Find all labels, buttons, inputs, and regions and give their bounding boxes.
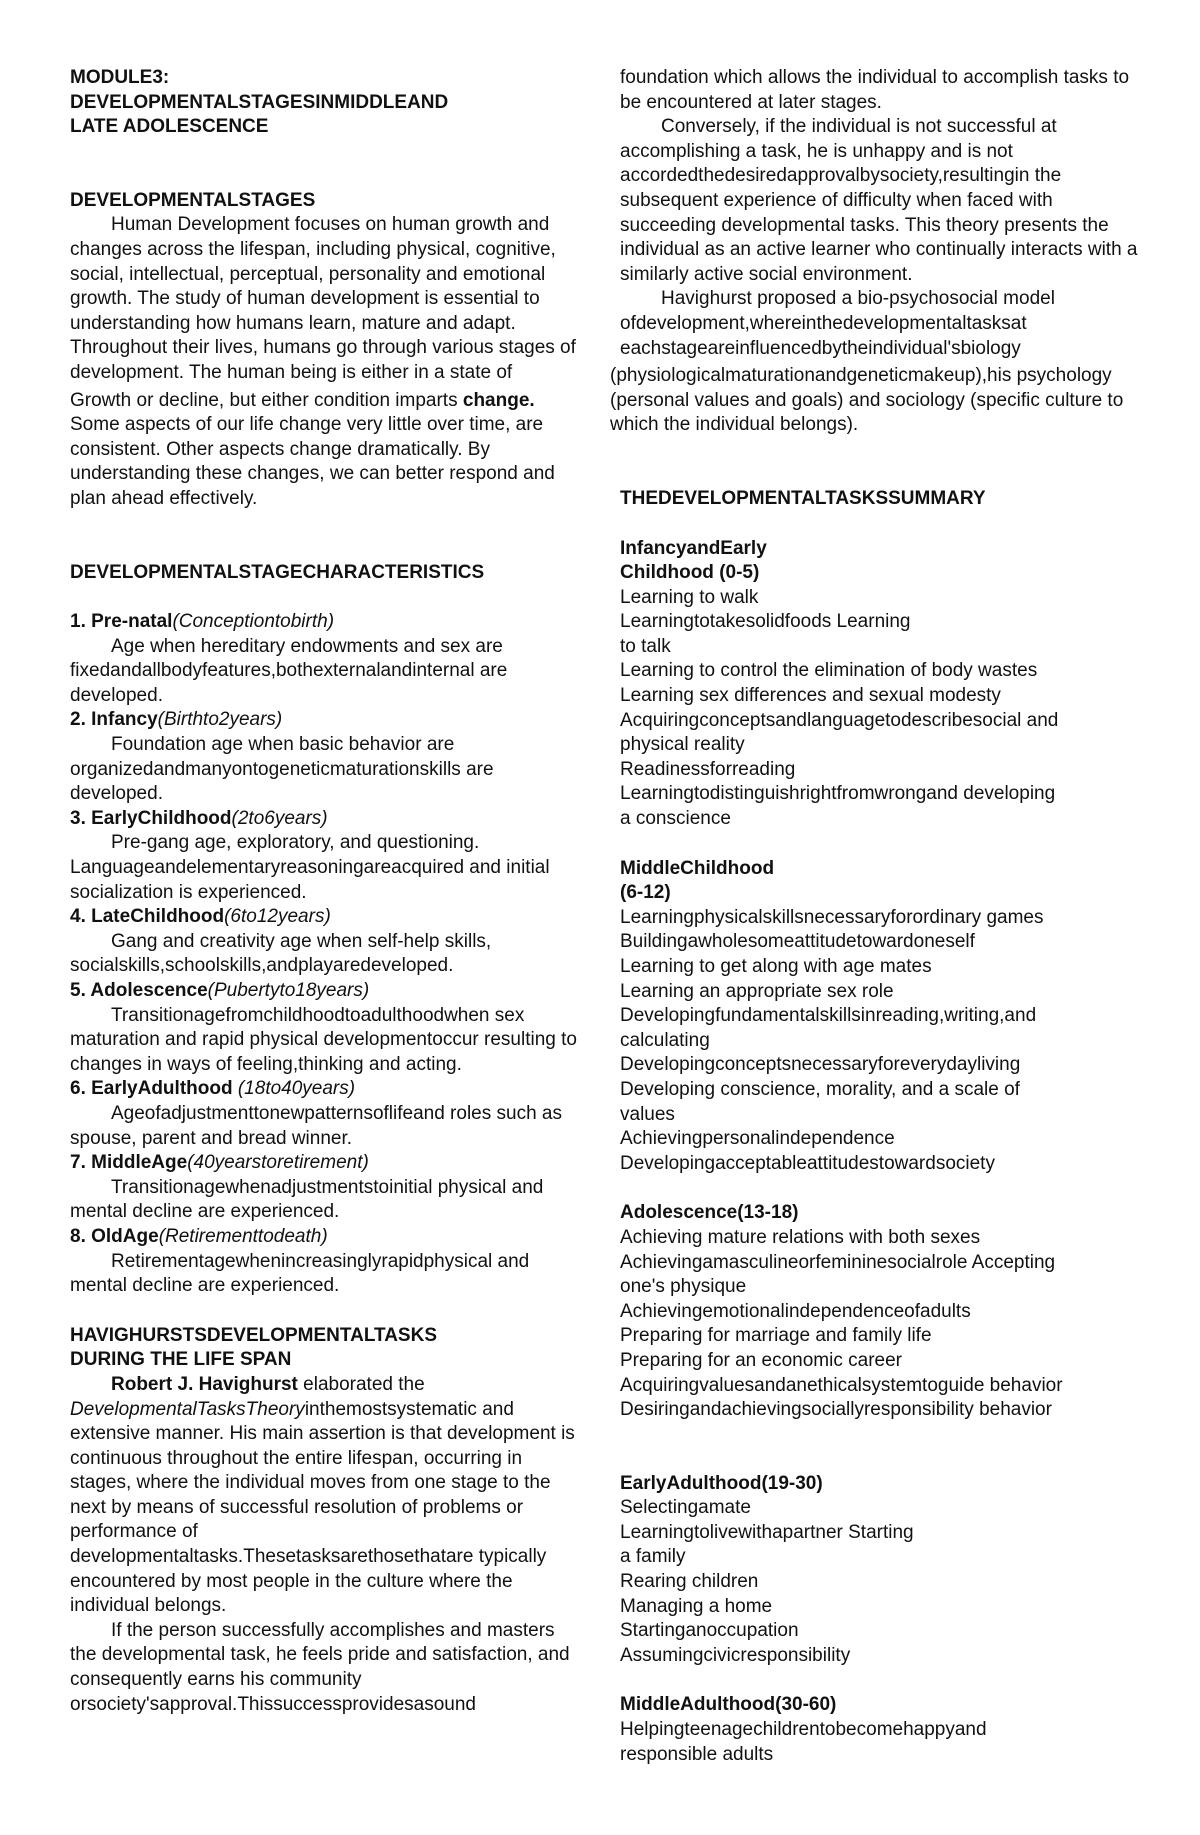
stage-title: 6. EarlyAdulthood (70, 1078, 233, 1100)
stage-range: (40yearstoretirement) (187, 1152, 369, 1174)
dev-stages-paragraph-2 (70, 389, 580, 512)
task-item: Readinessforreading (620, 758, 796, 780)
havighurst-paragraph-5: (physiologicalmaturationandgeneticmakeup),his psychology (personal values and goals) and sociology (specific culture to which the individual belongs). (610, 365, 1124, 436)
summary-section-middle-adulthood (620, 1693, 1150, 1767)
stage-range: (Birthto2years) (157, 709, 283, 731)
task-item: to talk (620, 635, 671, 657)
task-list (620, 1718, 1150, 1767)
task-item: one's physique (620, 1276, 747, 1298)
summary-heading: THEDEVELOPMENTALTASKSSUMMARY (620, 487, 986, 509)
task-item: Acquiringvaluesandanethicalsystemtoguide behavior (620, 1374, 1063, 1396)
summary-section-infancy (620, 537, 1150, 832)
stage-item (70, 1077, 580, 1151)
task-item: Learning to control the elimination of body wastes (620, 660, 1038, 682)
task-item: Helpingteenagechildrentobecomehappyand (620, 1719, 987, 1741)
task-item: Developingfundamentalskillsinreading,writing,and (620, 1005, 1037, 1027)
stage-title: 4. LateChildhood (70, 906, 225, 928)
task-item: Learning sex differences and sexual modesty (620, 685, 1001, 707)
stage-item (70, 807, 580, 905)
task-item: Learning to walk (620, 586, 759, 608)
havighurst-name: Robert J. Havighurst (111, 1373, 298, 1395)
stage-title: 7. MiddleAge (70, 1152, 188, 1174)
task-item: values (620, 1103, 675, 1125)
task-item: Achievingemotionalindependenceofadults (620, 1300, 971, 1322)
task-item: a conscience (620, 808, 731, 830)
right-column (610, 66, 1150, 1767)
task-item: Selectingamate (620, 1497, 751, 1519)
p1-rest: inthemostsystematic and extensive manner. His main assertion is that development is continuous throughout the entire lifespan, occurring in stages, where the individual moves from one stage to the next by means of successful resolution of problems or performance of developmentaltasks.Thesetasksarethosethatare typically encountered by most people in the culture where the individual belongs. (70, 1398, 575, 1617)
task-item: Startinganoccupation (620, 1620, 799, 1642)
stage-description: Retirementagewhenincreasinglyrapidphysical and mental decline are experienced. (70, 1250, 530, 1297)
task-item: Learning to get along with age mates (620, 956, 932, 977)
task-list (620, 1496, 1150, 1668)
change-bold: change. (462, 389, 535, 411)
stage-description: Foundation age when basic behavior are organizedandmanyontogeneticmaturationskills are developed. (70, 734, 494, 805)
havighurst-paragraph-2: If the person successfully accomplishes and masters the developmental task, he feels pride and satisfaction, and consequently earns his community orsociety'sapproval.Thissuccessprovidesasound (70, 1619, 570, 1715)
task-item: Rearing children (620, 1571, 759, 1593)
stage-range: (2to6years) (231, 807, 328, 829)
stage-title: 5. Adolescence (70, 980, 208, 1001)
module-title-line-3: LATE ADOLESCENCE (70, 116, 269, 138)
task-item: Achievingpersonalindependence (620, 1128, 895, 1150)
section-title: Childhood (0-5) (620, 562, 760, 584)
summary-section-middle-childhood (620, 857, 1150, 1177)
task-item: Desiringandachievingsociallyresponsibility behavior (620, 1399, 1052, 1421)
stage-range: (Conceptiontobirth) (172, 611, 335, 633)
task-item: Preparing for marriage and family life (620, 1325, 932, 1347)
stage-item (70, 905, 580, 979)
task-item: responsible adults (620, 1743, 774, 1765)
task-item: Buildingawholesomeattitudetowardoneself (620, 931, 975, 953)
task-item: calculating (620, 1029, 710, 1051)
para2-start: Growth or decline, but either condition imparts (70, 389, 458, 411)
stage-range: (Retirementtodeath) (158, 1225, 328, 1247)
stage-description: Ageofadjustmenttonewpatternsoflifeand roles such as spouse, parent and bread winner. (70, 1102, 562, 1149)
task-item: a family (620, 1546, 686, 1568)
stage-description: Transitionagefromchildhoodtoadulthoodwhen sex maturation and rapid physical developmentoccur resulting to changes in ways of feeling,thinking and acting. (70, 1004, 577, 1075)
stage-item (70, 1151, 580, 1225)
stage-title: 2. Infancy (70, 709, 158, 731)
task-item: Learning an appropriate sex role (620, 980, 894, 1002)
dev-stages-paragraph-1: Human Development focuses on human growth and changes across the lifespan, including physical, cognitive, social, intellectual, perceptual, personality and emotional growth. The study of human development is essential to understanding how humans learn, mature and adapt. Throughout their lives, humans go through various stages of development. The human being is either in a state of (70, 214, 576, 383)
task-item: Acquiringconceptsandlanguagetodescribesocial and (620, 709, 1059, 731)
havighurst-paragraph-1 (70, 1373, 580, 1619)
section-title: Adolescence(13-18) (620, 1202, 799, 1224)
stage-range: (Pubertyto18years) (207, 980, 370, 1001)
para2-rest: Some aspects of our life change very little over time, are consistent. Other aspects change dramatically. By understanding these changes, we can better respond and plan ahead effectively. (70, 414, 555, 509)
task-item: Learningtolivewithapartner Starting (620, 1521, 914, 1543)
dev-stages-heading: DEVELOPMENTALSTAGES (70, 189, 316, 211)
task-list (620, 586, 1150, 832)
havighurst-paragraph-2-continued: foundation which allows the individual to accomplish tasks to be encountered at later stages. (620, 67, 1130, 113)
havighurst-heading-line-2: DURING THE LIFE SPAN (70, 1349, 292, 1371)
stage-title: 8. OldAge (70, 1225, 159, 1247)
left-column (70, 66, 580, 1717)
stage-title: 3. EarlyChildhood (70, 807, 232, 829)
task-item: Developingacceptableattitudestowardsociety (620, 1152, 995, 1174)
summary-section-adolescence (620, 1201, 1150, 1422)
stage-description: Gang and creativity age when self-help skills, socialskills,schoolskills,andplayaredeveloped. (70, 930, 492, 977)
module-title-line-1: MODULE3: (70, 67, 170, 88)
theory-name: DevelopmentalTasksTheory (70, 1398, 305, 1420)
havighurst-heading-line-1: HAVIGHURSTSDEVELOPMENTALTASKS (70, 1324, 437, 1346)
task-list (620, 1226, 1150, 1423)
section-title: MiddleChildhood (620, 857, 775, 879)
stage-item (70, 1225, 580, 1299)
task-item: Learningtotakesolidfoods Learning (620, 611, 911, 633)
section-title: MiddleAdulthood(30-60) (620, 1694, 837, 1716)
task-item: Achievingamasculineorfemininesocialrole Accepting (620, 1251, 1056, 1273)
stage-range: (18to40years) (232, 1078, 356, 1100)
summary-section-early-adulthood (620, 1472, 1150, 1669)
task-list (620, 906, 1150, 1177)
p1-connector: elaborated the (297, 1373, 425, 1395)
task-item: Developing conscience, morality, and a scale of (620, 1078, 1020, 1100)
task-item: physical reality (620, 734, 745, 756)
stage-description: Age when hereditary endowments and sex are fixedandallbodyfeatures,bothexternalandinternal are developed. (70, 635, 508, 706)
task-item: Preparing for an economic career (620, 1349, 902, 1371)
stage-list (70, 610, 580, 1299)
stage-item (70, 708, 580, 806)
stage-title: 1. Pre-natal (70, 611, 173, 633)
task-item: Achieving mature relations with both sexes (620, 1226, 981, 1248)
stage-item (70, 979, 580, 1077)
stage-description: Transitionagewhenadjustmentstoinitial physical and mental decline are experienced. (70, 1176, 544, 1223)
havighurst-paragraph-4: Havighurst proposed a bio-psychosocial model ofdevelopment,whereinthedevelopmentaltasksat eachstageareinfluencedbytheindividual'sbiology (620, 288, 1055, 359)
stage-range: (6to12years) (224, 906, 331, 928)
task-item: Learningphysicalskillsnecessaryforordinary games (620, 906, 1044, 928)
section-title: InfancyandEarly (620, 537, 767, 559)
stage-description: Pre-gang age, exploratory, and questioning. Languageandelementaryreasoningareacquired and initial socialization is experienced. (70, 832, 550, 903)
stage-item (70, 610, 580, 708)
characteristics-heading: DEVELOPMENTALSTAGECHARACTERISTICS (70, 561, 485, 583)
module-title-line-2: DEVELOPMENTALSTAGESINMIDDLEAND (70, 91, 449, 113)
task-item: Developingconceptsnecessaryforeverydayliving (620, 1054, 1021, 1076)
task-item: Assumingcivicresponsibility (620, 1644, 851, 1666)
task-item: Learningtodistinguishrightfromwrongand developing (620, 783, 1056, 805)
section-title: EarlyAdulthood(19-30) (620, 1472, 823, 1494)
havighurst-paragraph-3: Conversely, if the individual is not successful at accomplishing a task, he is unhappy and is not accordedthedesiredapprovalbysociety,resultingin the subsequent experience of difficulty when faced with succeeding developmental tasks. This theory presents the individual as an active learner who continually interacts with a similarly active social environment. (620, 116, 1138, 285)
task-item: Managing a home (620, 1595, 773, 1617)
section-title: (6-12) (620, 882, 671, 904)
